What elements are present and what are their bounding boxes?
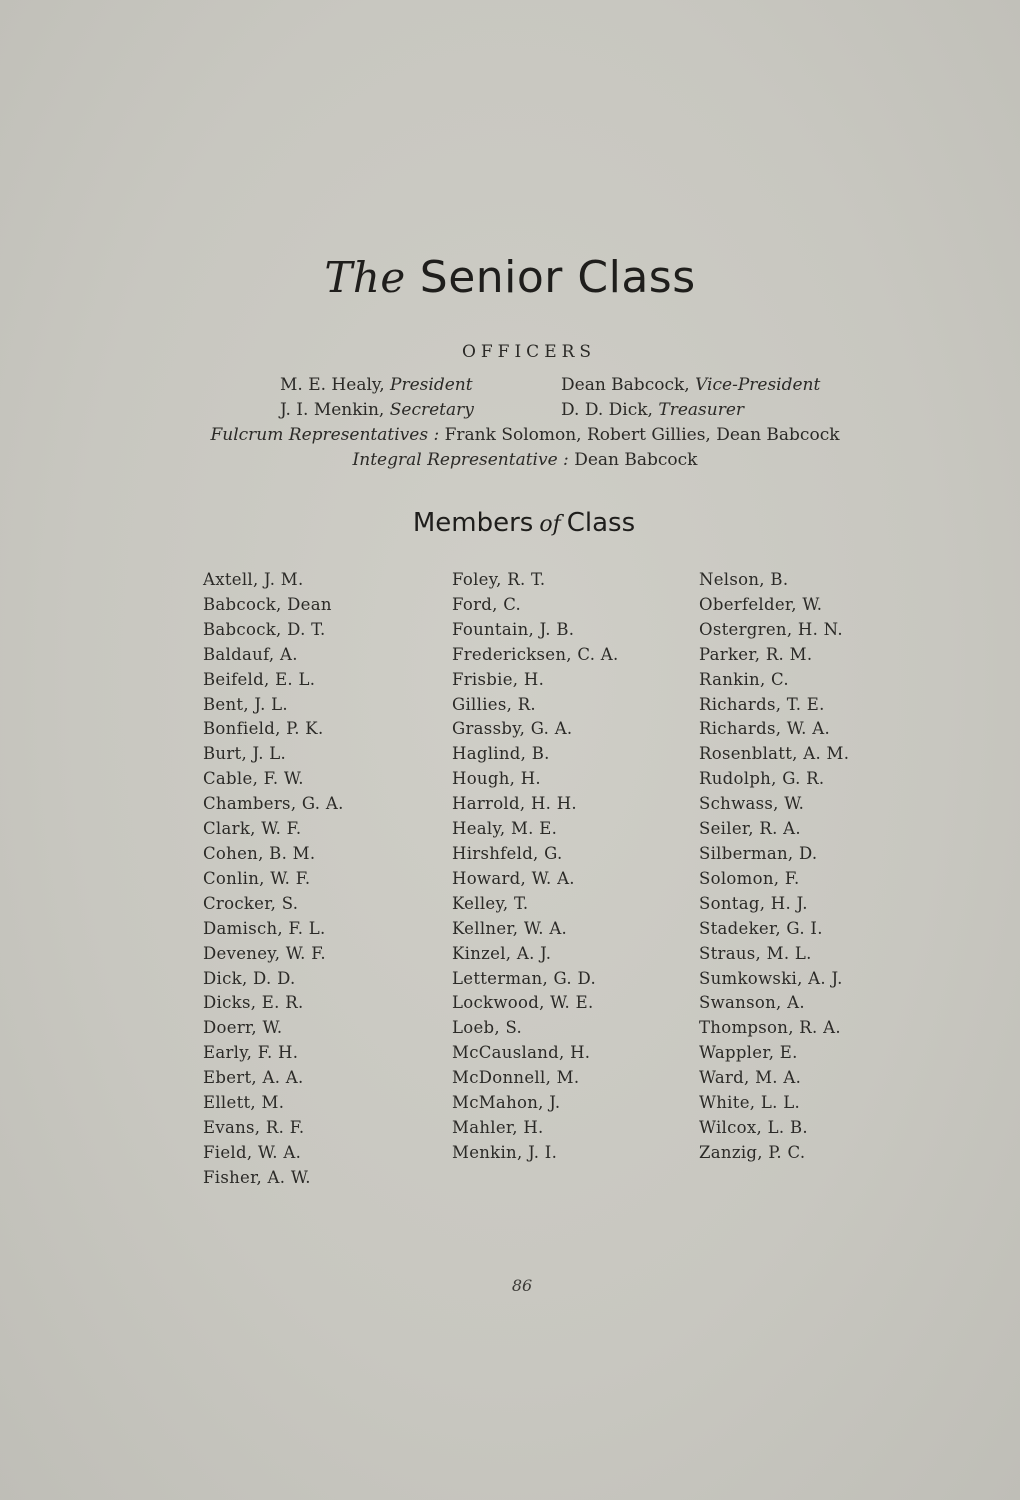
member-name: Doerr, W. — [203, 1018, 283, 1038]
member-name: Richards, T. E. — [699, 694, 825, 714]
officer-name: M. E. Healy, — [280, 375, 385, 395]
page-number: 86 — [511, 1276, 533, 1295]
officers-heading: OFFICERS — [461, 342, 597, 362]
member-name: Clark, W. F. — [203, 819, 302, 839]
member-name: Babcock, Dean — [203, 594, 332, 614]
member-name: Mahler, H. — [452, 1117, 544, 1137]
member-name: Harrold, H. H. — [452, 794, 577, 814]
member-name: Haglind, B. — [452, 744, 550, 764]
member-name: McDonnell, M. — [452, 1068, 580, 1088]
member-name: Bonfield, P. K. — [203, 719, 324, 739]
member-name: McMahon, J. — [452, 1093, 561, 1113]
member-name: Fountain, J. B. — [452, 619, 575, 639]
member-name: Frisbie, H. — [452, 669, 545, 689]
member-name: Loeb, S. — [452, 1018, 523, 1038]
officer-treasurer — [561, 399, 744, 421]
member-name: Richards, W. A. — [699, 719, 831, 739]
member-name: Field, W. A. — [203, 1142, 302, 1162]
member-name: Parker, R. M. — [699, 644, 813, 664]
member-name: Beifeld, E. L. — [203, 669, 316, 689]
member-name: Oberfelder, W. — [699, 594, 823, 614]
member-name: McCausland, H. — [452, 1043, 591, 1063]
member-name: Ebert, A. A. — [203, 1068, 304, 1088]
members-title-left: Members — [412, 508, 534, 538]
member-name: Wappler, E. — [699, 1043, 798, 1063]
member-name: Dick, D. D. — [203, 968, 296, 988]
members-heading — [0, 508, 1020, 538]
member-name: Healy, M. E. — [452, 819, 558, 839]
member-name: Ellett, M. — [203, 1093, 285, 1113]
members-title-right: Class — [566, 508, 636, 538]
member-name: Cable, F. W. — [203, 769, 304, 789]
officer-role: Secretary — [389, 400, 474, 420]
member-name: Sontag, H. J. — [699, 893, 808, 913]
member-name: Fisher, A. W. — [203, 1167, 311, 1187]
member-name: Howard, W. A. — [452, 868, 575, 888]
title-main: Senior Class — [419, 252, 696, 303]
member-name: Evans, R. F. — [203, 1117, 305, 1137]
member-name: Gillies, R. — [452, 694, 536, 714]
member-name: Babcock, D. T. — [203, 619, 326, 639]
member-name: Bent, J. L. — [203, 694, 288, 714]
member-name: Ward, M. A. — [699, 1068, 802, 1088]
member-name: Stadeker, G. I. — [699, 918, 823, 938]
member-name: Hough, H. — [452, 769, 541, 789]
officer-secretary — [280, 399, 474, 421]
member-name: Nelson, B. — [699, 570, 789, 589]
member-name: Sumkowski, A. J. — [699, 968, 843, 988]
member-name: Menkin, J. I. — [452, 1142, 558, 1162]
integral-label: Integral Representative : — [352, 450, 569, 470]
member-name: Silberman, D. — [699, 843, 818, 863]
member-name: Solomon, F. — [699, 868, 800, 888]
integral-names: Dean Babcock — [574, 450, 698, 470]
member-name: Kinzel, A. J. — [452, 943, 552, 963]
member-name: Hirshfeld, G. — [452, 843, 563, 863]
member-name: Swanson, A. — [699, 993, 805, 1013]
member-name: White, L. L. — [699, 1093, 800, 1113]
member-name: Burt, J. L. — [203, 744, 287, 764]
fulcrum-representatives — [0, 424, 1020, 446]
member-name: Chambers, G. A. — [203, 794, 344, 814]
member-name: Fredericksen, C. A. — [452, 644, 619, 664]
member-name: Foley, R. T. — [452, 570, 546, 589]
member-name: Letterman, G. D. — [452, 968, 597, 988]
members-column-1 — [203, 568, 344, 1191]
member-name: Baldauf, A. — [203, 644, 298, 664]
member-name: Ford, C. — [452, 594, 522, 614]
officer-name: D. D. Dick, — [561, 400, 653, 420]
member-name: Wilcox, L. B. — [699, 1117, 808, 1137]
officer-vice-president — [561, 374, 820, 396]
officer-name: Dean Babcock, — [561, 375, 690, 395]
member-name: Rankin, C. — [699, 669, 789, 689]
member-name: Lockwood, W. E. — [452, 993, 594, 1013]
member-name: Thompson, R. A. — [699, 1018, 841, 1038]
member-name: Early, F. H. — [203, 1043, 299, 1063]
member-name: Damisch, F. L. — [203, 918, 326, 938]
member-name: Seiler, R. A. — [699, 819, 801, 839]
officer-president — [280, 374, 473, 396]
member-name: Rudolph, G. R. — [699, 769, 825, 789]
member-name: Kellner, W. A. — [452, 918, 568, 938]
members-title-of: of — [539, 512, 561, 537]
page-title — [0, 252, 1020, 303]
member-name: Conlin, W. F. — [203, 868, 311, 888]
member-name: Schwass, W. — [699, 794, 805, 814]
member-name: Deveney, W. F. — [203, 943, 326, 963]
member-name: Rosenblatt, A. M. — [699, 744, 850, 764]
member-name: Ostergren, H. N. — [699, 619, 843, 639]
officer-role: President — [390, 375, 473, 395]
member-name: Cohen, B. M. — [203, 843, 316, 863]
member-name: Zanzig, P. C. — [699, 1142, 806, 1162]
member-name: Crocker, S. — [203, 893, 299, 913]
officer-role: Vice-President — [695, 375, 821, 395]
officer-name: J. I. Menkin, — [280, 400, 385, 420]
title-prefix: The — [324, 253, 406, 302]
member-name: Dicks, E. R. — [203, 993, 304, 1013]
member-name: Straus, M. L. — [699, 943, 812, 963]
fulcrum-names: Frank Solomon, Robert Gillies, Dean Babcock — [444, 425, 840, 445]
member-name: Kelley, T. — [452, 893, 529, 913]
fulcrum-label: Fulcrum Representatives : — [210, 425, 440, 445]
officer-role: Treasurer — [658, 400, 745, 420]
members-column-2 — [452, 568, 619, 1166]
member-name: Axtell, J. M. — [203, 570, 304, 589]
members-column-3 — [699, 568, 849, 1166]
member-name: Grassby, G. A. — [452, 719, 573, 739]
integral-representative — [0, 449, 1020, 471]
